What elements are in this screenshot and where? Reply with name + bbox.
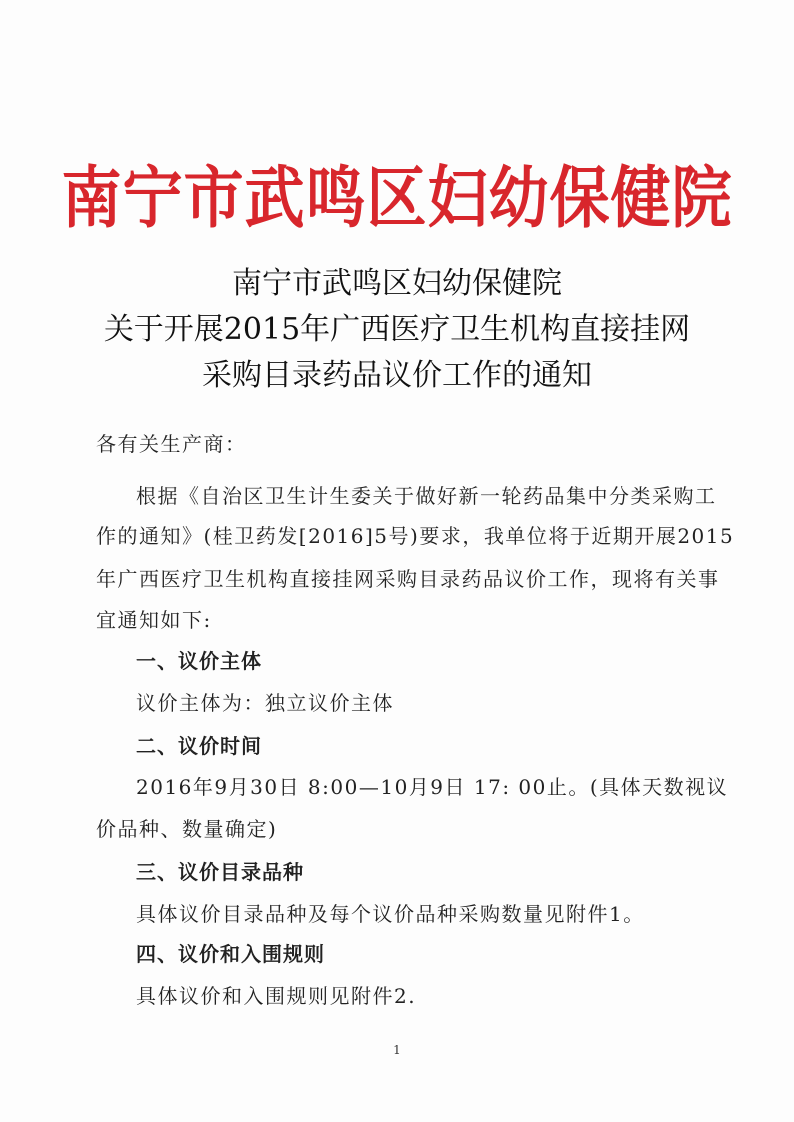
intro-paragraph-line-1: 根据《自治区卫生计生委关于做好新一轮药品集中分类采购工	[136, 484, 717, 508]
section-3-text: 具体议价目录品种及每个议价品种采购数量见附件1。	[136, 902, 645, 926]
notice-title-line-3: 采购目录药品议价工作的通知	[202, 358, 592, 393]
section-4-heading: 四、议价和入围规则	[136, 942, 325, 966]
section-1-text: 议价主体为：独立议价主体	[136, 691, 394, 715]
salutation: 各有关生产商：	[96, 432, 247, 456]
notice-title-line-1: 南宁市武鸣区妇幼保健院	[232, 266, 562, 301]
section-1-heading: 一、议价主体	[136, 649, 262, 673]
intro-paragraph-line-3: 年广西医疗卫生机构直接挂网采购目录药品议价工作，现将有关事	[96, 567, 720, 591]
section-2-text-line-2: 价品种、数量确定)	[96, 817, 278, 841]
section-3-heading: 三、议价目录品种	[136, 860, 304, 884]
organization-letterhead: 南宁市武鸣区妇幼保健院	[61, 159, 733, 238]
notice-title-line-2: 关于开展2015年广西医疗卫生机构直接挂网	[103, 312, 691, 347]
section-2-heading: 二、议价时间	[136, 734, 262, 758]
intro-paragraph-line-2: 作的通知》(桂卫药发[2016]5号)要求，我单位将于近期开展2015	[96, 524, 735, 548]
page-number: 1	[393, 1043, 401, 1057]
section-4-text: 具体议价和入围规则见附件2.	[136, 984, 417, 1008]
section-2-text-line-1: 2016年9月30日 8:00—10月9日 17: 00止。(具体天数视议	[136, 775, 729, 799]
intro-paragraph-line-4: 宜通知如下:	[96, 608, 212, 632]
